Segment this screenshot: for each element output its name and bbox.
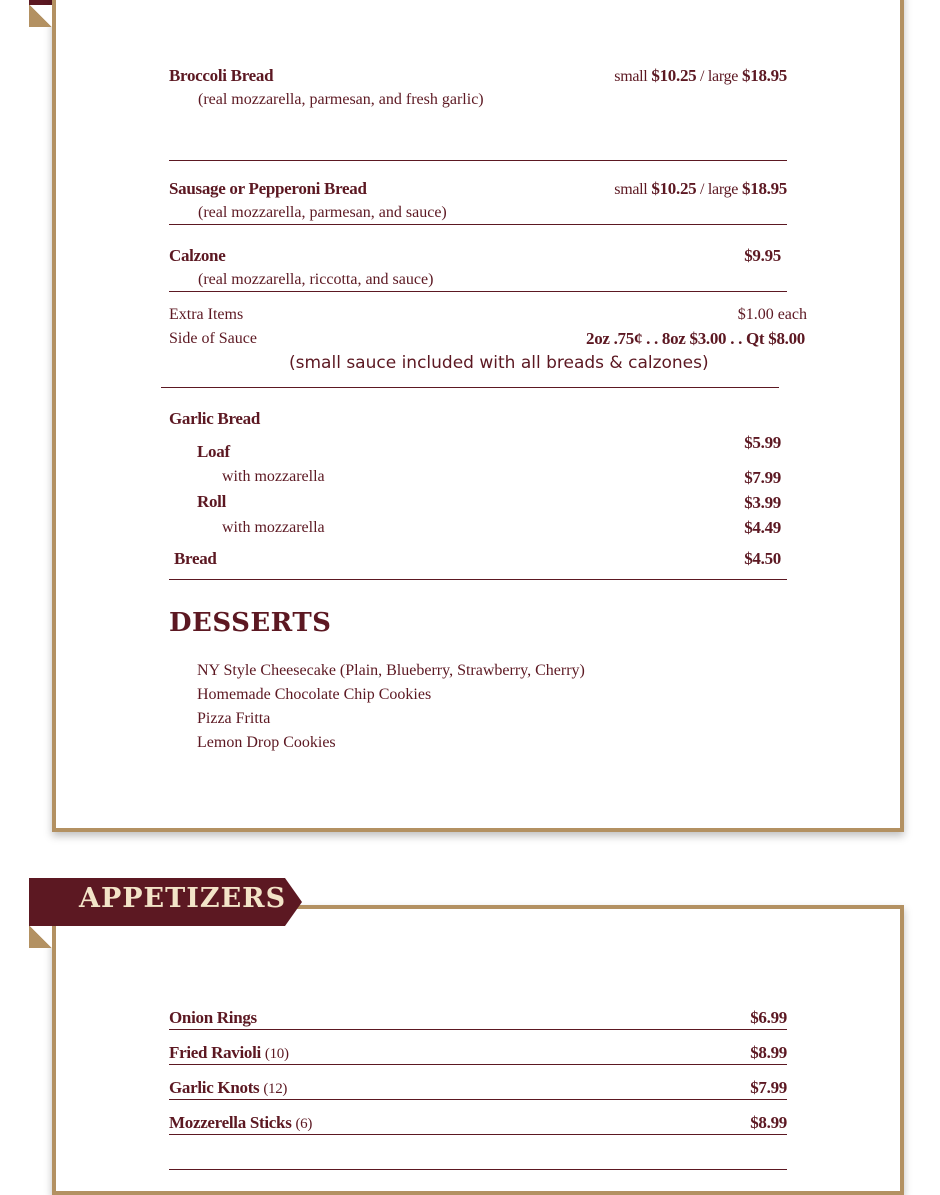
appetizer-count: (6): [295, 1116, 313, 1132]
appetizer-price: $8.99: [750, 1113, 787, 1132]
side-sauce-price: 2oz .75¢ . . 8oz $3.00 . . Qt $8.00: [586, 329, 805, 348]
appetizer-price: $7.99: [750, 1078, 787, 1097]
ribbon-fold: [29, 926, 52, 948]
item-desc-sausage-bread: (real mozzarella, parmesan, and sauce): [198, 204, 447, 221]
appetizer-name-text: Mozzerella Sticks: [169, 1113, 292, 1132]
appetizer-name-text: Garlic Knots: [169, 1078, 260, 1097]
garlic-loaf-mozz-label: with mozzarella: [222, 468, 325, 485]
divider: [169, 579, 787, 580]
price-large: $18.95: [742, 179, 787, 198]
item-price-calzone: $9.95: [744, 246, 781, 265]
dessert-item: NY Style Cheesecake (Plain, Blueberry, Strawberry, Cherry): [197, 662, 585, 679]
item-name-broccoli-bread: Broccoli Bread: [169, 66, 274, 85]
divider: [169, 1099, 787, 1100]
section-ribbon-appetizers: [29, 878, 285, 926]
appetizer-count: (10): [264, 1046, 289, 1062]
dessert-item: Homemade Chocolate Chip Cookies: [197, 686, 432, 703]
garlic-loaf-price: $5.99: [744, 433, 781, 452]
divider: [169, 160, 787, 161]
divider: [169, 1169, 787, 1170]
appetizer-name-text: Fried Ravioli: [169, 1043, 261, 1062]
price-separator: /: [696, 181, 708, 198]
dessert-item: Lemon Drop Cookies: [197, 734, 336, 751]
bread-label: Bread: [174, 549, 217, 568]
appetizer-price: $6.99: [750, 1008, 787, 1027]
garlic-roll-mozz-price: $4.49: [744, 518, 781, 537]
sauce-note: (small sauce included with all breads & calzones): [289, 353, 709, 373]
divider: [169, 224, 787, 225]
divider: [169, 291, 787, 292]
divider: [169, 1134, 787, 1135]
appetizer-name: [169, 1113, 312, 1133]
appetizers-title: APPETIZERS: [79, 883, 287, 914]
item-name-calzone: Calzone: [169, 246, 226, 265]
appetizer-name: [169, 1008, 257, 1028]
garlic-bread-title: Garlic Bread: [169, 409, 260, 428]
appetizer-price: $8.99: [750, 1043, 787, 1062]
garlic-loaf-label: Loaf: [197, 442, 230, 461]
side-sauce-label: Side of Sauce: [169, 330, 257, 347]
desserts-title: DESSERTS: [169, 608, 332, 638]
item-desc-broccoli-bread: (real mozzarella, parmesan, and fresh garlic): [198, 91, 484, 108]
extra-items-price: $1.00 each: [737, 306, 807, 323]
garlic-loaf-mozz-price: $7.99: [744, 468, 781, 487]
garlic-roll-label: Roll: [197, 492, 227, 511]
item-name-sausage-bread: Sausage or Pepperoni Bread: [169, 179, 367, 198]
price-large: $18.95: [742, 66, 787, 85]
price-small: $10.25: [651, 66, 697, 85]
price-separator: /: [696, 68, 708, 85]
size-label-small: small: [614, 68, 648, 85]
dessert-item: Pizza Fritta: [197, 710, 271, 727]
garlic-roll-price: $3.99: [744, 493, 781, 512]
appetizer-name: [169, 1078, 287, 1098]
garlic-roll-mozz-label: with mozzarella: [222, 519, 325, 536]
extra-items-label: Extra Items: [169, 306, 244, 323]
appetizer-name: [169, 1043, 289, 1063]
appetizer-count: (12): [263, 1081, 288, 1097]
appetizer-name-text: Onion Rings: [169, 1008, 257, 1027]
item-desc-calzone: (real mozzarella, riccotta, and sauce): [198, 271, 434, 288]
item-price-sausage-bread: [614, 179, 787, 199]
divider: [161, 387, 779, 388]
bread-price: $4.50: [744, 549, 781, 568]
divider: [169, 1064, 787, 1065]
price-small: $10.25: [651, 179, 697, 198]
size-label-large: large: [707, 181, 739, 198]
item-price-broccoli-bread: [614, 66, 787, 86]
ribbon-fold: [29, 5, 52, 27]
size-label-large: large: [707, 68, 739, 85]
divider: [169, 1029, 787, 1030]
size-label-small: small: [614, 181, 648, 198]
